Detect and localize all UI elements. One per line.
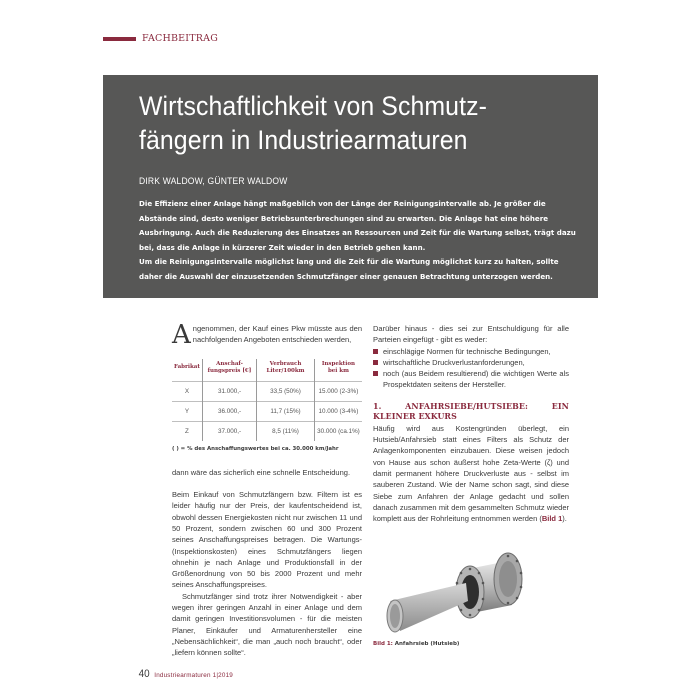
- table-header: Inspektion bei km: [314, 359, 362, 382]
- table-cell: Z: [172, 422, 202, 442]
- bullet-item: noch (aus Beidem resultierend) die wichtigen Werte als Prospektdaten seitens der Hersteller.: [373, 368, 569, 391]
- title-line-2: fängern in Industriearmaturen: [139, 125, 468, 155]
- table-row: [172, 401, 362, 421]
- left-column: [172, 320, 362, 659]
- table-cell: 31.000,-: [202, 381, 256, 401]
- body-paragraph: Beim Einkauf von Schmutzfängern bzw. Filtern ist es leider häufig nur der Preis, der kaufentscheidend ist, obwohl dessen Energiekosten nicht nur zwischen 11 und 50 Prozent, sondern zwischen 60 und 300 Prozent seines Anschaffungspreises betragen. Die Wartungs-(Inspektionskosten) eines Schmutzfängers liegen ohnehin je nach Anlage und Produktionsfall in der Größenordnung von 50 bis 2000 Prozent und mehr seines Anschaffungspreises.: [172, 490, 362, 590]
- comparison-table: [172, 359, 362, 442]
- table-header: Verbrauch Liter/100km: [257, 359, 315, 382]
- table-cell: 15.000 (2-3%): [314, 381, 362, 401]
- authors: DIRK WALDOW, GÜNTER WALDOW: [139, 176, 288, 187]
- section-paragraph: [373, 423, 569, 525]
- table-cell: 10.000 (3-4%): [314, 401, 362, 421]
- table-cell: 11,7 (15%): [257, 401, 315, 421]
- body-paragraph: Darüber hinaus - dies sei zur Entschuldigung für alle Parteien eingefügt - gibt es weder:: [373, 324, 569, 345]
- table-header: Anschaf-fungspreis [€]: [202, 359, 256, 382]
- title-line-1: Wirtschaftlichkeit von Schmutz-: [139, 91, 487, 121]
- page-number: 40: [138, 668, 150, 680]
- table-header-row: [172, 359, 362, 382]
- lead-paragraph: [139, 197, 579, 285]
- kicker-bar: [103, 37, 136, 41]
- section-kicker: [103, 33, 218, 44]
- table-header: Fabrikat: [174, 364, 200, 371]
- section-text: Häufig wird aus Kostengründen überlegt, ein Hutsieb/Anfahrsieb statt eines Filters als Schutz der Anlagenkomponenten einzubauen. Diese weisen jedoch von Hause aus schon äußerst hohe Zeta-Werte (ζ) und damit permanent höhere Druckverluste aus - selbst im sauberen Zustand. Wie der Name schon sagt, sind diese Siebe zum Anfahren der Anlage gedacht und sollen danach zusammen mit dem gesammelten Schmutz wieder komplett aus der Rohrleitung entnommen werden (: [373, 423, 569, 524]
- figure-reference-link[interactable]: Bild 1: [541, 514, 563, 524]
- strainer-illustration-icon: [380, 543, 540, 639]
- table-cell: 8,5 (11%): [257, 422, 315, 442]
- caption-text: Anfahrsieb (Hutsieb): [392, 641, 460, 647]
- page-footer: [138, 668, 233, 680]
- lead-text-2: Um die Reinigungsintervalle möglichst lang und die Zeit für die Wartung möglichst kurz zu halten, sollte daher die Auswahl der einzusetzenden Schmutzfänger einer genauen Betrachtung unterzogen werden.: [139, 257, 559, 281]
- article-header: [103, 75, 598, 298]
- table-row: [172, 381, 362, 401]
- bullet-list: [373, 346, 569, 391]
- magazine-issue: Industriearmaturen 1|2019: [154, 672, 233, 679]
- table-footnote: ( ) = % des Anschaffungswertes bei ca. 30.000 km/Jahr: [172, 446, 339, 453]
- table-cell: 33,5 (50%): [257, 381, 315, 401]
- table-cell: Y: [172, 401, 202, 421]
- caption-label: Bild 1:: [373, 641, 393, 647]
- section-text-end: ).: [562, 514, 567, 524]
- intro-text: ngenommen, der Kauf eines Pkw müsste aus den nachfolgenden Angeboten entschieden werden,: [192, 324, 362, 345]
- figure-caption: [373, 641, 459, 647]
- table-cell: 30.000 (ca.1%): [314, 422, 362, 442]
- lead-text-1: Die Effizienz einer Anlage hängt maßgeblich von der Länge der Reinigungsintervalle ab. Je größer die Abstände sind, desto weniger Betriebsunterbrechungen sind zu erwarten. Die Anlage hat eine höhere Ausbringung. Auch die Reduzierung des Einsatzes an Ressourcen und Zeit für die Wartung selbst, trägt dazu bei, dass die Anlage in kürzerer Zeit wieder in den Betrieb gehen kann.: [139, 199, 576, 252]
- article-title: [139, 89, 562, 157]
- after-table-text: dann wäre das sicherlich eine schnelle Entscheidung.: [172, 467, 351, 477]
- drop-cap: A: [172, 320, 191, 350]
- intro-paragraph: [172, 320, 362, 350]
- right-column: [373, 323, 569, 524]
- table-cell: X: [172, 381, 202, 401]
- bullet-item: einschlägige Normen für technische Bedingungen,: [373, 346, 569, 357]
- body-paragraph: Schmutzfänger sind trotz ihrer Notwendigkeit - aber wegen ihrer geringen Anzahl in einer Anlage und dem damit geringen Investitionsvolumen - für die meisten Planer, Einkäufer und Armaturenhersteller eine „Nebensächlichkeit“, die man „auch noch braucht“, oder „liefern können sollte“.: [172, 591, 362, 658]
- table-cell: 36.000,-: [202, 401, 256, 421]
- strainer-photo: [380, 543, 540, 639]
- section-heading: 1. ANFAHRSIEBE/HUTSIEBE: EIN KLEINER EXKURS: [373, 401, 569, 422]
- bullet-item: wirtschaftliche Druckverlustanforderungen,: [373, 357, 569, 368]
- table-cell: 37.000,-: [202, 422, 256, 442]
- kicker-label: FACHBEITRAG: [142, 33, 218, 44]
- table-row: [172, 422, 362, 442]
